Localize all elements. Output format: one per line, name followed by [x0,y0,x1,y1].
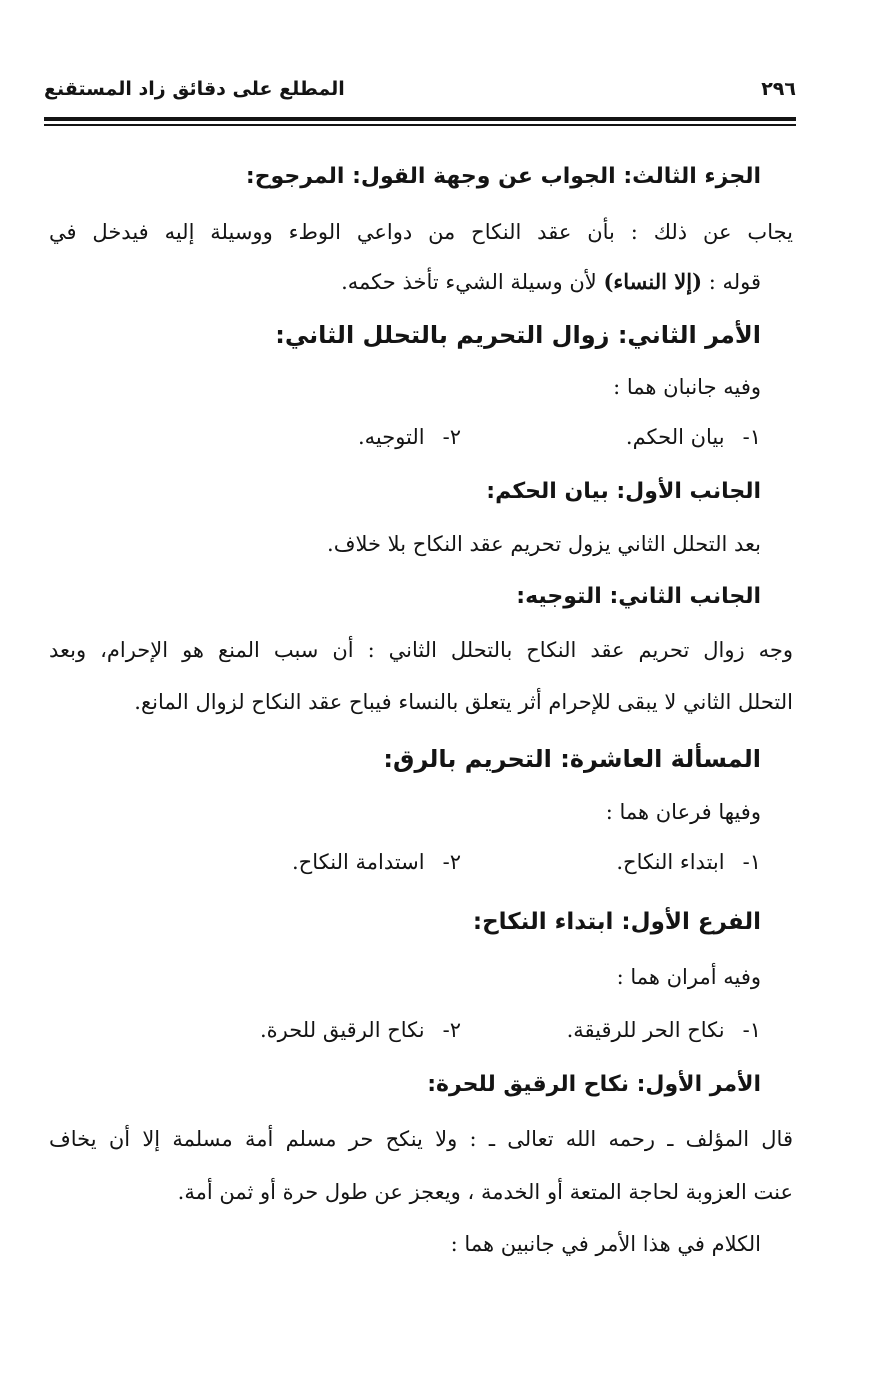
list-item [567,1013,761,1047]
paragraph-line: وفيه جانبان هما : [613,375,761,399]
heading-second-matter: الأمر الثاني: زوال التحريم بالتحلل الثاني: [275,321,761,349]
quoted-phrase: (إلا النساء) [603,269,703,294]
list-item [626,420,761,454]
section-heading-part-three: الجزء الثالث: الجواب عن وجهة القول: المرجوح: [245,164,761,189]
heading-first-matter: الأمر الأول: نكاح الرقيق للحرة: [427,1072,761,1097]
page-number: ٢٩٦ [761,78,796,100]
list-number: ٢- [442,1018,461,1042]
list-number: ٢- [442,425,461,449]
heading-tenth-issue: المسألة العاشرة: التحريم بالرق: [383,745,761,773]
list-text: بيان الحكم. [625,425,725,449]
paragraph-line-quote [49,265,761,299]
list-number: ٢- [442,850,461,874]
heading-first-branch: الفرع الأول: ابتداء النكاح: [472,909,761,935]
list-text: التوجيه. [357,425,425,449]
list-number: ١- [742,850,761,874]
list-number: ١- [742,425,761,449]
list-item [358,420,461,454]
list-item [616,845,761,879]
paragraph-line: وفيه أمران هما : [616,965,761,989]
list-text: استدامة النكاح. [292,850,425,874]
list-item [292,845,461,879]
paragraph-line: يجاب عن ذلك : بأن عقد النكاح من دواعي الوطء ووسيلة إليه فيدخل في [49,220,793,244]
paragraph-line: وجه زوال تحريم عقد النكاح بالتحلل الثاني : أن سبب المنع هو الإحرام، وبعد [49,638,793,662]
paragraph-line: وفيها فرعان هما : [605,800,761,824]
paragraph-line: الكلام في هذا الأمر في جانبين هما : [450,1232,761,1256]
paragraph-line: قال المؤلف ـ رحمه الله تعالى ـ : ولا ينكح حر مسلم أمة مسلمة إلا أن يخاف [49,1127,793,1151]
list-text: ابتداء النكاح. [616,850,725,874]
list-item [260,1013,461,1047]
list-text: نكاح الحر للرقيقة. [566,1018,725,1042]
paragraph-line: عنت العزوبة لحاجة المتعة أو الخدمة ، ويعجز عن طول حرة أو ثمن أمة. [177,1180,793,1204]
book-title: المطلع على دقائق زاد المستقنع [44,78,345,100]
heading-second-aspect: الجانب الثاني: التوجيه: [516,584,761,609]
text-suffix: لأن وسيلة الشيء تأخذ حكمه. [341,270,597,294]
heading-first-aspect: الجانب الأول: بيان الحكم: [486,479,761,504]
paragraph-line: التحلل الثاني لا يبقى للإحرام أثر يتعلق بالنساء فيباح عقد النكاح لزوال المانع. [134,690,793,714]
paragraph-line: بعد التحلل الثاني يزول تحريم عقد النكاح بلا خلاف. [327,532,761,556]
header-rule-thick [44,117,796,121]
running-header [44,78,796,112]
list-number: ١- [742,1018,761,1042]
header-rule-thin [44,124,796,126]
text-prefix: قوله : [708,270,761,294]
list-text: نكاح الرقيق للحرة. [259,1018,425,1042]
